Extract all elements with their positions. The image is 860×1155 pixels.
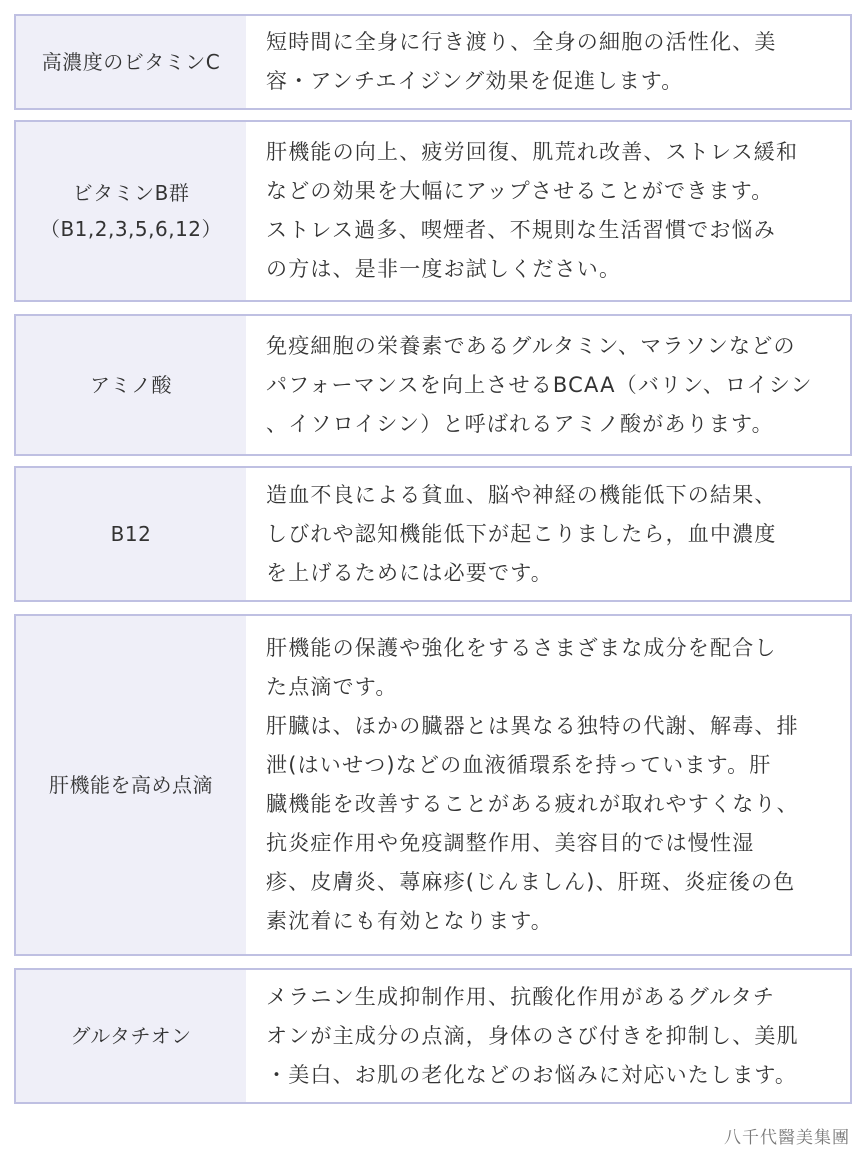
description-line: 、イソロイシン）と呼ばれるアミノ酸があります。 (266, 411, 774, 436)
treatment-name (16, 316, 246, 454)
description-line: 肝機能の保護や強化をするさまざまな成分を配合し (266, 636, 777, 660)
treatment-description (246, 122, 850, 300)
treatment-name (16, 16, 246, 108)
description-line: しびれや認知機能低下が起こりましたら，血中濃度 (266, 521, 777, 546)
description-line: 抗炎症作用や免疫調整作用、美容目的では慢性湿 (266, 831, 755, 855)
description-line: メラニン生成抑制作用、抗酸化作用があるグルタチ (266, 984, 776, 1009)
description-line: 肝臓は、ほかの臓器とは異なる独特の代謝、解毒、排 (266, 714, 799, 738)
description-line: 短時間に全身に行き渡り、全身の細胞の活性化、美 (266, 30, 777, 54)
treatment-name-line: （B1,2,3,5,6,12） (39, 217, 223, 241)
treatment-description (246, 970, 850, 1102)
description-line: パフォーマンスを向上させるBCAA（バリン、ロイシン (266, 372, 813, 397)
description-line: の方は、是非一度お試しください。 (266, 257, 622, 281)
description-line: 疹、皮膚炎、蕁麻疹(じんましん)、肝斑、炎症後の色 (266, 870, 796, 894)
description-line: 免疫細胞の栄養素であるグルタミン、マラソンなどの (266, 333, 796, 358)
treatment-row-vitamin-c (14, 14, 852, 110)
description-line: 素沈着にも有効となります。 (266, 909, 553, 933)
description-line: 容・アンチエイジング効果を促進します。 (266, 69, 684, 93)
treatment-name (16, 970, 246, 1102)
treatment-description (246, 616, 850, 954)
description-line: た点滴です。 (266, 675, 398, 699)
description-line: ストレス過多、喫煙者、不規則な生活習慣でお悩み (266, 218, 776, 242)
treatment-name-line: 肝機能を高め点滴 (49, 773, 213, 797)
treatment-name (16, 468, 246, 600)
treatment-name-line: アミノ酸 (90, 373, 172, 397)
brand-watermark: 八千代醫美集團 (724, 1128, 850, 1148)
description-line: ・美白、お肌の老化などのお悩みに対応いたします。 (266, 1062, 798, 1087)
treatment-description (246, 468, 850, 600)
treatment-row-vitamin-b (14, 120, 852, 302)
description-line: 造血不良による貧血、脳や神経の機能低下の結果、 (266, 482, 777, 507)
description-line: などの効果を大幅にアップさせることができます。 (266, 179, 774, 203)
treatment-row-amino-acid (14, 314, 852, 456)
treatment-name-line: グルタチオン (70, 1024, 192, 1048)
description-line: 臓機能を改善することがある疲れが取れやすくなり、 (266, 792, 799, 816)
treatment-name-line: B12 (110, 522, 152, 546)
treatment-name-line: 高濃度のビタミンC (41, 50, 221, 74)
treatment-row-glutathione (14, 968, 852, 1104)
treatment-description (246, 16, 850, 108)
treatment-description (246, 316, 850, 454)
treatment-row-liver-drip (14, 614, 852, 956)
description-line: 肝機能の向上、疲労回復、肌荒れ改善、ストレス緩和 (266, 140, 799, 164)
description-line: オンが主成分の点滴，身体のさび付きを抑制し、美肌 (266, 1023, 799, 1048)
treatment-name-line: ビタミンB群 (72, 181, 190, 205)
description-line: 泄(はいせつ)などの血液循環系を持っています。肝 (266, 753, 772, 777)
treatment-name (16, 122, 246, 300)
treatment-name (16, 616, 246, 954)
description-line: を上げるためには必要です。 (266, 560, 553, 585)
treatment-row-b12 (14, 466, 852, 602)
